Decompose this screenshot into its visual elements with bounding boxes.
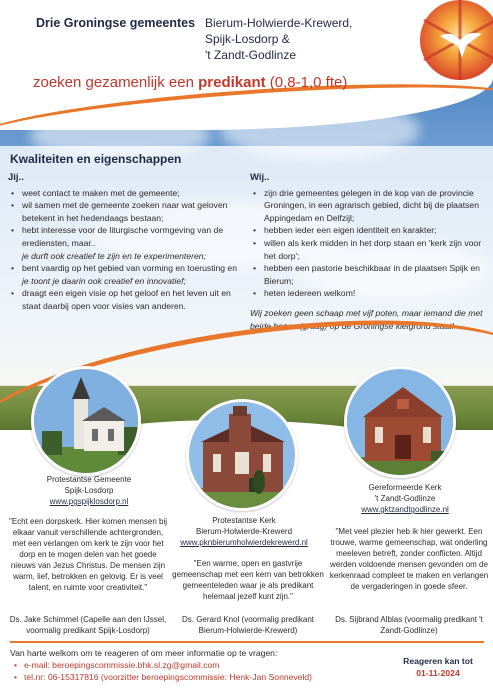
qualities-title: Kwaliteiten en eigenschappen: [10, 152, 182, 166]
you-list-item: • bent vaardig op het gebied van vorming en toerusting en: [8, 262, 240, 275]
church-place: Spijk-Losdorp: [64, 486, 114, 495]
you-list-item: • hebt interesse voor de liturgische vormgeving van de erediensten, maar..: [8, 224, 240, 249]
footer-divider: [10, 641, 484, 643]
you-list: [8, 187, 240, 313]
we-list-item: • zijn drie gemeentes gelegen in de kop van de provincie Groningen, in een agrarisch gebied, dicht bij de plaatsen Appingedam en Delfzijl;: [250, 187, 486, 225]
church-website-link[interactable]: www.pgspijklosdorp.nl: [49, 497, 129, 506]
place-line: 't Zandt-Godlinze: [205, 48, 297, 62]
deadline-date: 01-11-2024: [416, 668, 460, 678]
you-list-item: • draagt een eigen visie op het geloof en het leven uit en staat daarbij open voor visies van anderen.: [8, 287, 240, 312]
we-list: [250, 187, 486, 300]
contact-email[interactable]: • e-mail: beroepingscommissie.bhk.sl.zg@gmail.com: [10, 659, 312, 671]
we-list-item: • hebben een pastorie beschikbaar in de plaatsen Spijk en Bierum;: [250, 262, 486, 287]
testimonial-author-zandt: Ds. Sijbrand Alblas (voormalig predikant 't Zandt-Godlinze): [335, 615, 483, 635]
we-list-item: • hebben ieder een eigen identiteit en karakter;: [250, 224, 486, 237]
you-list-item: je durft ook creatief te zijn en te experimenteren;: [22, 250, 206, 261]
we-list-item: • willen als kerk midden in het dorp staan en 'kerk zijn voor het dorp';: [250, 237, 486, 262]
we-heading: Wij..: [250, 172, 270, 183]
church-photo-bierum: [186, 399, 298, 511]
wish-note: Wij zoeken geen schaap met vijf poten, maar iemand die met beide benen (graag) op de Groningse kleigrond staat!: [250, 307, 483, 331]
church-place: 't Zandt-Godlinze: [374, 494, 436, 503]
testimonial-author-bierum: Ds. Gerard Knol (voormalig predikant Bierum-Holwierde-Krewerd): [181, 615, 315, 635]
testimonial-author-spijk: Ds. Jake Schimmel (Capelle aan den IJssel, voormalig predikant Spijk-Losdorp): [9, 615, 167, 635]
church-photo-spijk: [31, 366, 141, 476]
we-column: [250, 172, 486, 332]
headline-emphasis: predikant: [198, 74, 266, 91]
testimonial-zandt: "Met veel plezier heb ik hier gewerkt. Een trouwe, warme gemeenschap, wat onderling meeleven betreft, zonder conflicten. Altijd werden voldoende mensen gevonden om de kerkenraad compleet te maken en verlangen de vergaderingen in goede sfeer.: [329, 527, 489, 591]
place-line: Bierum-Holwierde-Krewerd,: [205, 16, 353, 30]
deadline-label: Reageren kan tot: [403, 656, 473, 666]
headline-suffix: (0,8-1,0 fte): [269, 74, 348, 91]
deadline-block: [390, 655, 486, 679]
place-line: Spijk-Losdorp &: [205, 32, 290, 46]
headline: [33, 74, 347, 91]
contact-intro: Van harte welkom om te reageren of om meer informatie op te vragen:: [10, 648, 278, 658]
church-photo-zandt: [344, 366, 456, 478]
we-list-item: • heten iedereen welkom!: [250, 287, 486, 300]
contact-phone[interactable]: • tel.nr: 06-15317816 (voorzitter beroepingscommissie: Henk-Jan Sonneveld): [10, 671, 312, 683]
contact-block: [10, 647, 312, 683]
sun-dove-logo: [418, 0, 493, 92]
church-name: Gereformeerde Kerk: [368, 483, 442, 492]
you-column: [8, 172, 240, 313]
church-name: Protestantse Kerk: [212, 516, 276, 525]
headline-prefix: zoeken gezamenlijk een: [33, 74, 194, 91]
church-place: Bierum-Holwierde-Krewerd: [195, 527, 293, 536]
you-list-item: • wil samen met de gemeente zoeken naar wat geloven betekent in het hedendaags bestaan;: [8, 199, 240, 224]
you-list-item: je toont je daarin ook creatief en innovatief;: [22, 275, 186, 286]
header-title: Drie Groningse gemeentes: [36, 16, 196, 30]
church-name: Protestantse Gemeente: [46, 475, 132, 484]
church-website-link[interactable]: www.pknbierumholwierdekrewerd.nl: [180, 538, 308, 547]
you-heading: Jij..: [8, 172, 24, 183]
you-list-item: • weet contact te maken met de gemeente;: [8, 187, 240, 200]
testimonial-spijk: "Echt een dorpskerk. Hier komen mensen bij elkaar vanuit verschillende achtergronden, met een verlangen om kerk te zijn voor het dorp en te mogen delen van het goede nieuws van Jezus Christus. De mensen zijn warm, lief, betrokken en gelovig. Er is veel talent, en ruimte voor creativiteit.": [8, 517, 168, 592]
church-caption-spijk: [14, 474, 164, 507]
church-website-link[interactable]: www.gktzandtgodlinze.nl: [361, 505, 449, 514]
church-caption-bierum: [164, 515, 324, 548]
header-places: [205, 15, 352, 63]
testimonial-bierum: "Een warme, open en gastvrije gemeenschap met een kern van betrokken gemeenteleden waar je als predikant helemaal jezelf kunt zijn.": [172, 559, 324, 601]
church-caption-zandt: [330, 482, 480, 515]
